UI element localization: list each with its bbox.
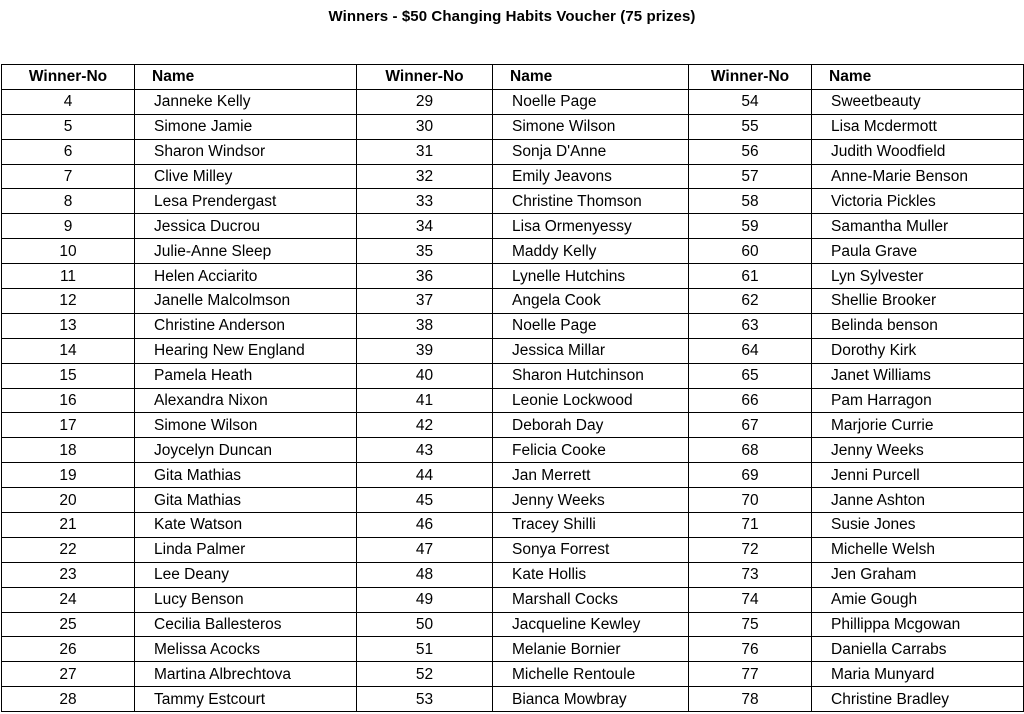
winner-name: Gita Mathias xyxy=(135,488,357,513)
winner-number: 64 xyxy=(689,338,812,363)
winner-number: 16 xyxy=(2,388,135,413)
winner-name: Sonya Forrest xyxy=(493,537,689,562)
header-name: Name xyxy=(135,65,357,90)
winner-name: Tracey Shilli xyxy=(493,513,689,538)
table-row xyxy=(2,537,1024,562)
table-row xyxy=(2,662,1024,687)
winner-name: Lisa Mcdermott xyxy=(812,114,1024,139)
winner-name: Lesa Prendergast xyxy=(135,189,357,214)
winners-table xyxy=(1,64,1024,712)
winner-name: Janne Ashton xyxy=(812,488,1024,513)
winner-number: 8 xyxy=(2,189,135,214)
winner-name: Lyn Sylvester xyxy=(812,264,1024,289)
winner-name: Janneke Kelly xyxy=(135,89,357,114)
winner-name: Marjorie Currie xyxy=(812,413,1024,438)
winner-name: Kate Watson xyxy=(135,513,357,538)
winner-number: 28 xyxy=(2,687,135,712)
winner-number: 42 xyxy=(357,413,493,438)
winner-number: 65 xyxy=(689,363,812,388)
winner-number: 31 xyxy=(357,139,493,164)
winner-number: 50 xyxy=(357,612,493,637)
table-row xyxy=(2,587,1024,612)
winner-number: 7 xyxy=(2,164,135,189)
winner-number: 75 xyxy=(689,612,812,637)
winner-number: 72 xyxy=(689,537,812,562)
winner-name: Melissa Acocks xyxy=(135,637,357,662)
winner-number: 11 xyxy=(2,264,135,289)
header-row xyxy=(2,65,1024,90)
winner-name: Clive Milley xyxy=(135,164,357,189)
table-row xyxy=(2,438,1024,463)
winner-number: 26 xyxy=(2,637,135,662)
table-row xyxy=(2,687,1024,712)
winner-number: 62 xyxy=(689,289,812,314)
winner-name: Dorothy Kirk xyxy=(812,338,1024,363)
winner-number: 45 xyxy=(357,488,493,513)
table-row xyxy=(2,264,1024,289)
winner-number: 29 xyxy=(357,89,493,114)
table-row xyxy=(2,612,1024,637)
winner-name: Janelle Malcolmson xyxy=(135,289,357,314)
winner-number: 30 xyxy=(357,114,493,139)
winner-name: Simone Wilson xyxy=(135,413,357,438)
winner-number: 24 xyxy=(2,587,135,612)
winner-name: Noelle Page xyxy=(493,313,689,338)
winner-name: Emily Jeavons xyxy=(493,164,689,189)
table-row xyxy=(2,114,1024,139)
winner-number: 34 xyxy=(357,214,493,239)
winner-name: Felicia Cooke xyxy=(493,438,689,463)
winner-number: 14 xyxy=(2,338,135,363)
table-row xyxy=(2,363,1024,388)
winner-number: 67 xyxy=(689,413,812,438)
header-name: Name xyxy=(493,65,689,90)
winner-number: 55 xyxy=(689,114,812,139)
winner-number: 10 xyxy=(2,239,135,264)
winner-name: Christine Bradley xyxy=(812,687,1024,712)
winner-number: 19 xyxy=(2,463,135,488)
winner-name: Pamela Heath xyxy=(135,363,357,388)
winner-name: Michelle Rentoule xyxy=(493,662,689,687)
winner-number: 25 xyxy=(2,612,135,637)
winner-number: 49 xyxy=(357,587,493,612)
winner-name: Tammy Estcourt xyxy=(135,687,357,712)
winner-number: 36 xyxy=(357,264,493,289)
winner-number: 73 xyxy=(689,562,812,587)
winner-name: Pam Harragon xyxy=(812,388,1024,413)
table-row xyxy=(2,388,1024,413)
table-row xyxy=(2,89,1024,114)
winner-name: Simone Jamie xyxy=(135,114,357,139)
winner-name: Bianca Mowbray xyxy=(493,687,689,712)
winner-number: 15 xyxy=(2,363,135,388)
winner-name: Paula Grave xyxy=(812,239,1024,264)
winner-name: Susie Jones xyxy=(812,513,1024,538)
winner-name: Amie Gough xyxy=(812,587,1024,612)
winner-number: 71 xyxy=(689,513,812,538)
winner-number: 35 xyxy=(357,239,493,264)
winner-name: Lee Deany xyxy=(135,562,357,587)
winner-name: Janet Williams xyxy=(812,363,1024,388)
winner-number: 53 xyxy=(357,687,493,712)
winner-number: 66 xyxy=(689,388,812,413)
winner-name: Shellie Brooker xyxy=(812,289,1024,314)
winner-name: Melanie Bornier xyxy=(493,637,689,662)
winner-name: Judith Woodfield xyxy=(812,139,1024,164)
winner-name: Jen Graham xyxy=(812,562,1024,587)
winner-name: Belinda benson xyxy=(812,313,1024,338)
winner-name: Victoria Pickles xyxy=(812,189,1024,214)
winner-name: Deborah Day xyxy=(493,413,689,438)
winner-number: 59 xyxy=(689,214,812,239)
winner-name: Christine Anderson xyxy=(135,313,357,338)
table-row xyxy=(2,164,1024,189)
winner-name: Sharon Hutchinson xyxy=(493,363,689,388)
winner-number: 51 xyxy=(357,637,493,662)
header-winner-no: Winner-No xyxy=(357,65,493,90)
table-row xyxy=(2,637,1024,662)
document-title: Winners - $50 Changing Habits Voucher (75 prizes) xyxy=(328,8,696,25)
table-row xyxy=(2,239,1024,264)
winner-number: 18 xyxy=(2,438,135,463)
winner-number: 54 xyxy=(689,89,812,114)
table-row xyxy=(2,413,1024,438)
table-row xyxy=(2,289,1024,314)
winner-name: Cecilia Ballesteros xyxy=(135,612,357,637)
table-row xyxy=(2,562,1024,587)
winner-name: Kate Hollis xyxy=(493,562,689,587)
winner-number: 63 xyxy=(689,313,812,338)
table-row xyxy=(2,463,1024,488)
winner-name: Samantha Muller xyxy=(812,214,1024,239)
winner-number: 48 xyxy=(357,562,493,587)
winner-name: Gita Mathias xyxy=(135,463,357,488)
winner-name: Jessica Ducrou xyxy=(135,214,357,239)
winner-number: 74 xyxy=(689,587,812,612)
winner-number: 69 xyxy=(689,463,812,488)
winner-number: 23 xyxy=(2,562,135,587)
table-row xyxy=(2,488,1024,513)
winner-name: Helen Acciarito xyxy=(135,264,357,289)
winner-number: 46 xyxy=(357,513,493,538)
winner-number: 32 xyxy=(357,164,493,189)
winner-name: Daniella Carrabs xyxy=(812,637,1024,662)
winner-number: 41 xyxy=(357,388,493,413)
winner-number: 44 xyxy=(357,463,493,488)
winner-name: Angela Cook xyxy=(493,289,689,314)
winner-number: 21 xyxy=(2,513,135,538)
winner-number: 60 xyxy=(689,239,812,264)
winner-name: Sweetbeauty xyxy=(812,89,1024,114)
winner-number: 13 xyxy=(2,313,135,338)
table-row xyxy=(2,214,1024,239)
winner-name: Sharon Windsor xyxy=(135,139,357,164)
winner-name: Jenny Weeks xyxy=(812,438,1024,463)
winner-number: 33 xyxy=(357,189,493,214)
winner-name: Jenny Weeks xyxy=(493,488,689,513)
winner-name: Anne-Marie Benson xyxy=(812,164,1024,189)
winner-name: Jenni Purcell xyxy=(812,463,1024,488)
winner-number: 78 xyxy=(689,687,812,712)
winner-number: 43 xyxy=(357,438,493,463)
winner-name: Julie-Anne Sleep xyxy=(135,239,357,264)
winner-name: Jan Merrett xyxy=(493,463,689,488)
winner-name: Alexandra Nixon xyxy=(135,388,357,413)
winner-number: 5 xyxy=(2,114,135,139)
winner-name: Lucy Benson xyxy=(135,587,357,612)
winner-number: 40 xyxy=(357,363,493,388)
winner-number: 12 xyxy=(2,289,135,314)
winner-name: Lisa Ormenyessy xyxy=(493,214,689,239)
winner-name: Christine Thomson xyxy=(493,189,689,214)
winner-number: 4 xyxy=(2,89,135,114)
winner-name: Hearing New England xyxy=(135,338,357,363)
winner-number: 37 xyxy=(357,289,493,314)
winner-name: Michelle Welsh xyxy=(812,537,1024,562)
winner-number: 76 xyxy=(689,637,812,662)
winner-number: 56 xyxy=(689,139,812,164)
winner-number: 17 xyxy=(2,413,135,438)
header-winner-no: Winner-No xyxy=(689,65,812,90)
winner-number: 39 xyxy=(357,338,493,363)
table-row xyxy=(2,139,1024,164)
winner-number: 70 xyxy=(689,488,812,513)
winner-name: Linda Palmer xyxy=(135,537,357,562)
winner-name: Joycelyn Duncan xyxy=(135,438,357,463)
winner-name: Noelle Page xyxy=(493,89,689,114)
winner-name: Simone Wilson xyxy=(493,114,689,139)
winner-number: 22 xyxy=(2,537,135,562)
winner-number: 77 xyxy=(689,662,812,687)
winner-name: Maddy Kelly xyxy=(493,239,689,264)
winner-name: Lynelle Hutchins xyxy=(493,264,689,289)
table-row xyxy=(2,513,1024,538)
winner-number: 9 xyxy=(2,214,135,239)
header-winner-no: Winner-No xyxy=(2,65,135,90)
winner-number: 38 xyxy=(357,313,493,338)
winners-body xyxy=(2,89,1024,711)
winner-number: 47 xyxy=(357,537,493,562)
winner-name: Sonja D'Anne xyxy=(493,139,689,164)
table-row xyxy=(2,189,1024,214)
winner-name: Jessica Millar xyxy=(493,338,689,363)
winner-number: 58 xyxy=(689,189,812,214)
table-row xyxy=(2,313,1024,338)
winner-name: Leonie Lockwood xyxy=(493,388,689,413)
winner-number: 57 xyxy=(689,164,812,189)
winner-number: 20 xyxy=(2,488,135,513)
winner-number: 52 xyxy=(357,662,493,687)
winner-name: Phillippa Mcgowan xyxy=(812,612,1024,637)
winner-name: Martina Albrechtova xyxy=(135,662,357,687)
winner-number: 68 xyxy=(689,438,812,463)
header-name: Name xyxy=(812,65,1024,90)
winner-name: Jacqueline Kewley xyxy=(493,612,689,637)
winner-name: Maria Munyard xyxy=(812,662,1024,687)
table-row xyxy=(2,338,1024,363)
winner-number: 6 xyxy=(2,139,135,164)
winner-number: 61 xyxy=(689,264,812,289)
winner-number: 27 xyxy=(2,662,135,687)
winner-name: Marshall Cocks xyxy=(493,587,689,612)
